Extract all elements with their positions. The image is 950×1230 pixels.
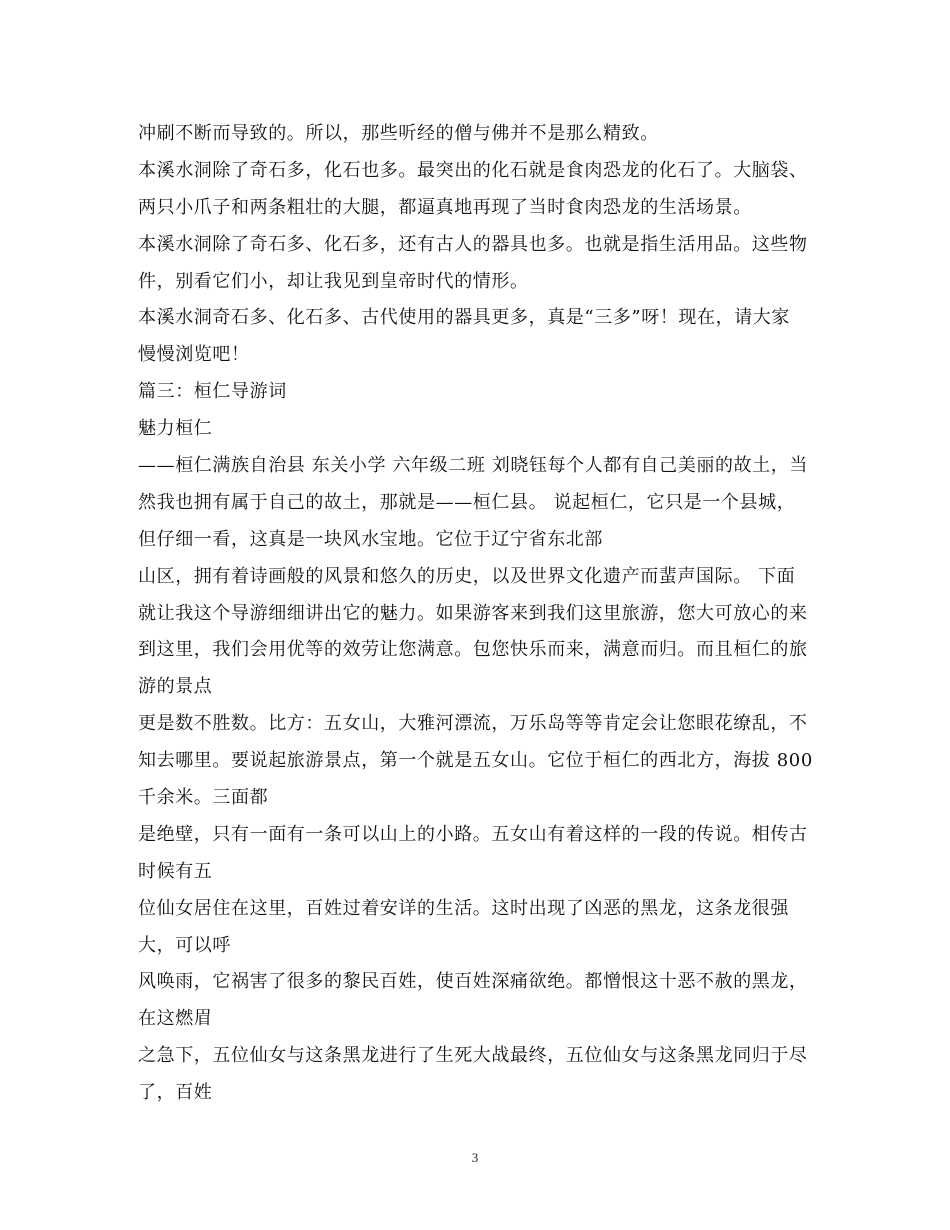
text-line: 但仔细一看，这真是一块风水宝地。它位于辽宁省东北部: [138, 528, 603, 550]
text-line: 大，可以呼: [138, 934, 231, 956]
text-line: 之急下，五位仙女与这条黑龙进行了生死大战最终，五位仙女与这条黑龙同归于尽: [138, 1045, 808, 1067]
body-text: [138, 116, 838, 1112]
text-line: 本溪水洞除了奇石多、化石多，还有古人的器具也多。也就是指生活用品。这些物: [138, 233, 808, 255]
page-number: 3: [471, 1150, 479, 1165]
text-line: 件，别看它们小，却让我见到皇帝时代的情形。: [138, 270, 529, 292]
text-line: 就让我这个导游细细讲出它的魅力。如果游客来到我们这里旅游，您大可放心的来: [138, 602, 808, 624]
text-line: 知去哪里。要说起旅游景点，第一个就是五女山。它位于桓仁的西北方，海拔 800: [138, 750, 813, 772]
article-title: 魅力桓仁: [138, 418, 213, 440]
text-line: 本溪水洞除了奇石多，化石也多。最突出的化石就是食肉恐龙的化石了。大脑袋、: [138, 159, 808, 181]
text-line: 更是数不胜数。比方：五女山，大雅河漂流，万乐岛等等肯定会让您眼花缭乱，不: [138, 713, 808, 735]
text-line: 时候有五: [138, 860, 213, 882]
text-line: 两只小爪子和两条粗壮的大腿，都逼真地再现了当时食肉恐龙的生活场景。: [138, 196, 752, 218]
text-line: 游的景点: [138, 676, 213, 698]
text-line: 本溪水洞奇石多、化石多、古代使用的器具更多，真是“三多”呀！现在，请大家: [138, 307, 791, 329]
text-line: 然我也拥有属于自己的故土，那就是——桓仁县。 说起桓仁，它只是一个县城，: [138, 491, 796, 513]
text-line: 风唤雨，它祸害了很多的黎民百姓，使百姓深痛欲绝。都憎恨这十恶不赦的黑龙，: [138, 971, 808, 993]
text-line: 是绝壁，只有一面有一条可以山上的小路。五女山有着这样的一段的传说。相传古: [138, 823, 808, 845]
text-line: 到这里，我们会用优等的效劳让您满意。包您快乐而来，满意而归。而且桓仁的旅: [138, 639, 808, 661]
text-line: 位仙女居住在这里，百姓过着安详的生活。这时出现了凶恶的黑龙，这条龙很强: [138, 897, 789, 919]
section-heading: 篇三：桓仁导游词: [138, 381, 287, 403]
text-line: ——桓仁满族自治县 东关小学 六年级二班 刘晓钰每个人都有自己美丽的故土，当: [138, 455, 808, 477]
text-line: 在这燃眉: [138, 1008, 213, 1030]
text-line: 冲刷不断而导致的。所以，那些听经的僧与佛并不是那么精致。: [138, 123, 659, 144]
text-line: 千余米。三面都: [138, 787, 269, 809]
text-line: 山区，拥有着诗画般的风景和悠久的历史，以及世界文化遗产而蜚声国际。 下面: [138, 565, 796, 587]
text-line: 了，百姓: [138, 1082, 213, 1104]
text-line: 慢慢浏览吧！: [138, 344, 250, 366]
